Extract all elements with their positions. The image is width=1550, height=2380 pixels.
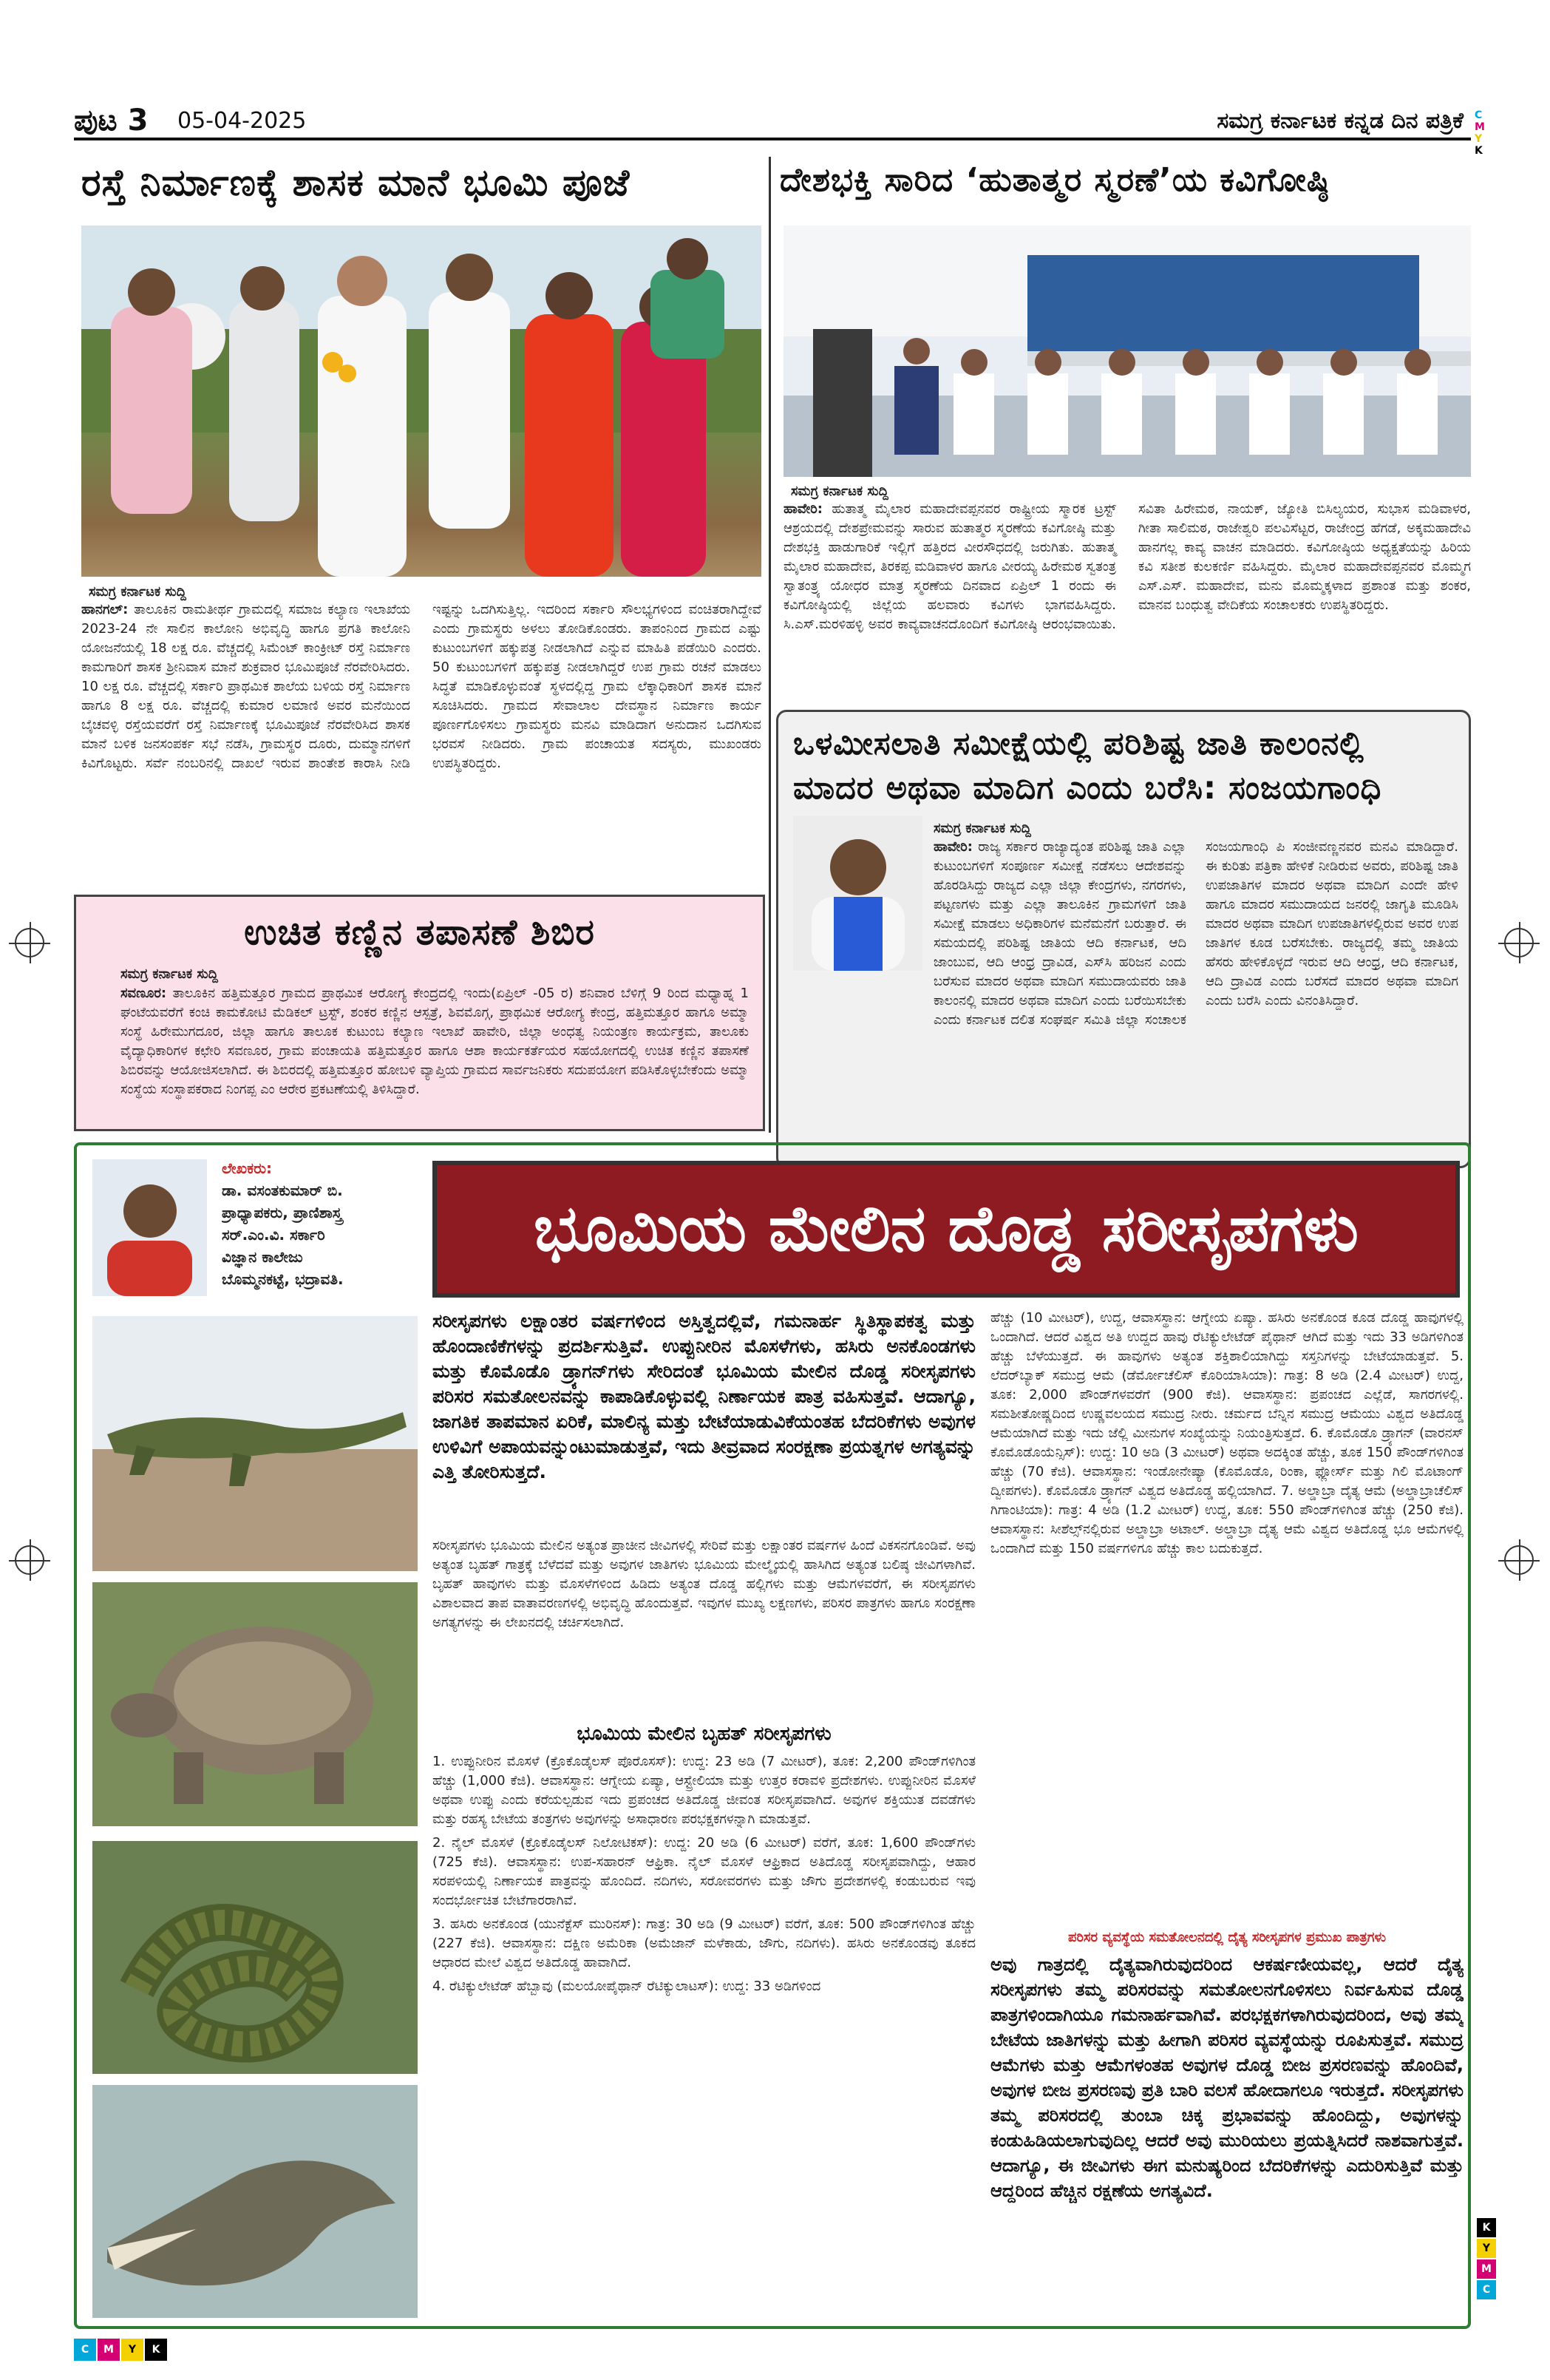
page-number: ಪುಟ 3 (74, 104, 149, 138)
item-3: 3. ಹಸಿರು ಅನಕೊಂಡ (ಯುನೆಕ್ಟೆಸ್ ಮುರಿನಸ್): ಗಾತ್ರ: 30 ಅಡಿ (9 ಮೀಟರ್) ವರೆಗೆ, ತೂಕ: 500 ಪೌಂಡ್‌ಗಳಿಗಿಂತ ಹೆಚ್ಚು (227 ಕೆಜಿ). ಆವಾಸಸ್ಥಾನ: ದಕ್ಷಿಣ ಅಮೆರಿಕಾ (ಅಮೆಜಾನ್ ಮಳೆಕಾಡು, ಜೌಗು, ನದಿಗಳು). ಹಸಿರು ಅನಕೊಂಡವು ತೂಕದ ಆಧಾರದ ಮೇಲೆ ವಿಶ್ವದ ಅತಿದೊಡ್ಡ ಹಾವಾಗಿದೆ. (432, 1916, 976, 1970)
saltwater-crocodile-image (92, 2085, 418, 2318)
cmyk-swatch-c: C (74, 2339, 96, 2361)
story2-photo-stage (784, 226, 1471, 477)
feature-title-banner (432, 1161, 1460, 1298)
feature-subhead: ಪರಿಸರ ವ್ಯವಸ್ಥೆಯ ಸಮತೋಲನದಲ್ಲಿ ದೈತ್ಯ ಸರೀಸೃಪಗಳ ಪ್ರಮುಖ ಪಾತ್ರಗಳು (1067, 1930, 1387, 1945)
cmyk-m: M (1475, 121, 1485, 133)
item-4: 4. ರೆಟಿಕ್ಯುಲೇಟೆಡ್ ಹೆಬ್ಬಾವು (ಮಲಯೋಪೈಥಾನ್ ರೆಟಿಕ್ಯುಲಾಟಸ್): ಉದ್ದ: 33 ಅಡಿಗಳಿಂದ (432, 1979, 821, 1994)
story4-headline-1: ಒಳಮೀಸಲಾತಿ ಸಮೀಕ್ಷೆಯಲ್ಲಿ ಪರಿಶಿಷ್ಟ ಜಾತಿ ಕಾಲಂನಲ್ಲಿ (793, 725, 1364, 762)
masthead (74, 104, 1471, 140)
cmyk-swatch-y2: Y (1477, 2239, 1496, 2258)
cmyk-strip-right (1477, 2218, 1496, 2299)
feature-items (432, 1752, 976, 2318)
saltwater-crocodile-photo (92, 2085, 418, 2318)
author-photo (92, 1159, 207, 1296)
anaconda-image (92, 1841, 418, 2074)
author-college: ಸರ್.ಎಂ.ವಿ. ಸರ್ಕಾರಿ (222, 1226, 325, 1244)
story2-body: ಹಾವೇರಿ: ಹುತಾತ್ಮ ಮೈಲಾರ ಮಹಾದೇವಪ್ಪನವರ ರಾಷ್ಟ್ರೀಯ ಸ್ಮಾರಕ ಟ್ರಸ್ಟ್ ಆಶ್ರಯದಲ್ಲಿ ದೇಶಪ್ರೇಮವನ್ನು ಸಾರುವ ಹುತಾತ್ಮರ ಸ್ಮರಣೆಯ ಕವಿಗೋಷ್ಠಿ ಮತ್ತು ದೇಶಭಕ್ತಿ ಹಾಡುಗಾರಿಕೆ ಇಲ್ಲಿಗೆ ಹತ್ತಿರದ ವೀರಸೌಧದಲ್ಲಿ ಜರುಗಿತು. ಹುತಾತ್ಮ ಮೈಲಾರ ಮಹಾದೇವ, ತಿರಕಪ್ಪ ಮಡಿವಾಳರ ಹಾಗೂ ವೀರಯ್ಯ ಹಿರೇಮಠ ಸ್ವತಂತ್ರ ಸ್ವಾತಂತ್ರ್ಯ ಯೋಧರ ಮಾತ್ರ ಸ್ಮರಣೆಯ ದಿನವಾದ ಏಪ್ರಿಲ್ 1 ರಂದು ಈ ಕವಿಗೋಷ್ಠಿಯಲ್ಲಿ ಜಿಲ್ಲೆಯ ಹಲವಾರು ಕವಿಗಳು ಭಾಗವಹಿಸಿದ್ದರು. ಸಿ.ಎಸ್.ಮರಳಿಹಳ್ಳಿ ಅವರ ಕಾವ್ಯವಾಚನದೊಂದಿಗೆ ಕವಿಗೋಷ್ಠಿ ಆರಂಭವಾಯಿತು. ಸವಿತಾ ಹಿರೇಮಠ, ನಾಯಕ್, ಜ್ಯೋತಿ ಬಿಸಿಲ್ಯಯರ, ಸುಭಾಸ ಮಡಿವಾಳರ, ಗೀತಾ ಸಾಲಿಮಠ, ರಾಜೇಶ್ವರಿ ಪಲವಿಸೆಟ್ಟರ, ರಾಜೇಂದ್ರ ಹೆಗಡೆ, ಅಕ್ಕಮಹಾದೇವಿ ಹಾನಗಲ್ಲ ಕಾವ್ಯ ವಾಚನ ಮಾಡಿದರು. ಕವಿಗೋಷ್ಠಿಯ ಅಧ್ಯಕ್ಷತೆಯನ್ನು ಹಿರಿಯ ಕವಿ ಸತೀಶ ಕುಲಕರ್ಣಿ ವಹಿಸಿದ್ದರು. ಮೈಲಾರ ಮಹಾದೇವಪ್ಪನವರ ಮೊಮ್ಮಗ ಎಸ್.ಎಸ್. ಮಹಾದೇವ, ಮನು ಮೊಮ್ಮಕ್ಕಳಾದ ಪ್ರಶಾಂತ ಮತ್ತು ಶಂಕರ, ಮಾನವ ಬಂಧುತ್ವ ವೇದಿಕೆಯ ಸಂಚಾಲಕರು ಉಪಸ್ಥಿತರಿದ್ದರು. (784, 501, 1471, 632)
author-portrait (92, 1159, 207, 1296)
crocodile-photo (92, 1316, 418, 1571)
cmyk-strip-bottom (74, 2339, 167, 2361)
registration-mark (1504, 928, 1534, 957)
story3-byline: ಸಮಗ್ರ ಕರ್ನಾಟಕ ಸುದ್ದಿ (120, 966, 218, 982)
author-label: ಲೇಖಕರು: (222, 1159, 273, 1177)
cmyk-swatch-m2: M (1477, 2259, 1496, 2279)
cmyk-swatch-k2: K (1477, 2218, 1496, 2237)
story4-byline: ಸಮಗ್ರ ಕರ್ನಾಟಕ ಸುದ್ದಿ (934, 821, 1031, 836)
item-2: 2. ನೈಲ್ ಮೊಸಳೆ (ಕ್ರೊಕೊಡೈಲಸ್ ನಿಲೋಟಿಕಸ್): ಉದ್ದ: 20 ಅಡಿ (6 ಮೀಟರ್) ವರೆಗೆ, ತೂಕ: 1,600 ಪೌಂಡ್‌ಗಳು (725 ಕೆಜಿ). ಆವಾಸಸ್ಥಾನ: ಉಪ-ಸಹಾರನ್ ಆಫ್ರಿಕಾ. ನೈಲ್ ಮೊಸಳೆ ಆಫ್ರಿಕಾದ ಅತಿದೊಡ್ಡ ಸರೀಸೃಪವಾಗಿದ್ದು, ಆಹಾರ ಸರಪಳಿಯಲ್ಲಿ ನಿರ್ಣಾಯಕ ಪಾತ್ರವನ್ನು ಹೊಂದಿದೆ. ನದಿಗಳು, ಸರೋವರಗಳು ಮತ್ತು ಜೌಗು ಪ್ರದೇಶಗಳಲ್ಲಿ ಕಂಡುಬರುವ ಇವು ಸಂದರ್ಭೋಚಿತ ಬೇಟೆಗಾರರಾಗಿವೆ. (432, 1835, 976, 1908)
author-block (222, 1157, 436, 1290)
story2-byline: ಸಮಗ್ರ ಕರ್ನಾಟಕ ಸುದ್ದಿ (791, 484, 888, 499)
column-divider (769, 157, 771, 1133)
item-1: 1. ಉಪ್ಪುನೀರಿನ ಮೊಸಳೆ (ಕ್ರೊಕೊಡೈಲಸ್ ಪೊರೊಸಸ್): ಉದ್ದ: 23 ಅಡಿ (7 ಮೀಟರ್), ತೂಕ: 2,200 ಪೌಂಡ್‌ಗಳಿಗಿಂತ ಹೆಚ್ಚು (1,000 ಕೆಜಿ). ಆವಾಸಸ್ಥಾನ: ಆಗ್ನೇಯ ಏಷ್ಯಾ, ಆಸ್ಟ್ರೇಲಿಯಾ ಮತ್ತು ಉತ್ತರ ಕರಾವಳಿ ಪ್ರದೇಶಗಳು. ಉಪ್ಪುನೀರಿನ ಮೊಸಳೆ ಅಥವಾ ಉಪ್ಪು ಎಂದು ಕರೆಯಲ್ಪಡುವ ಇದು ಪ್ರಪಂಚದ ಅತಿದೊಡ್ಡ ಜೀವಂತ ಸರೀಸೃಪವಾಗಿದೆ. ಅವುಗಳ ಶಕ್ತಿಯುತ ದವಡೆಗಳು ಮತ್ತು ರಹಸ್ಯ ಬೇಟೆಯ ತಂತ್ರಗಳು ಅವುಗಳನ್ನು ಅಸಾಧಾರಣ ಪರಭಕ್ಷಕಗಳನ್ನಾಗಿ ಮಾಡುತ್ತವೆ. (432, 1754, 976, 1827)
cmyk-strip-top (1475, 109, 1488, 157)
cmyk-swatch-c2: C (1477, 2280, 1496, 2299)
story4-portrait (793, 816, 922, 971)
author-name: ಡಾ. ವಸಂತಕುಮಾರ್ ಬಿ. (222, 1181, 343, 1199)
cmyk-swatch-k: K (145, 2339, 167, 2361)
story1-byline: ಸಮಗ್ರ ಕರ್ನಾಟಕ ಸುದ್ದಿ (89, 584, 186, 600)
story2-photo (784, 226, 1471, 477)
author-place: ಬೊಮ್ಮನಕಟ್ಟೆ, ಭದ್ರಾವತಿ. (222, 1270, 344, 1288)
story3-box (74, 895, 765, 1131)
cmyk-c: C (1475, 109, 1483, 121)
cmyk-y: Y (1475, 133, 1483, 145)
tortoise-image (92, 1582, 418, 1826)
story2-headline: ದೇಶಭಕ್ತಿ ಸಾರಿದ ‘ಹುತಾತ್ಮರ ಸ್ಮರಣೆ’ಯ ಕವಿಗೋಷ್ಠಿ (780, 161, 1330, 199)
feature-section-head: ಭೂಮಿಯ ಮೇಲಿನ ಬೃಹತ್ ಸರೀಸೃಪಗಳು (577, 1723, 832, 1745)
tortoise-photo (92, 1582, 418, 1826)
story1-photo-people (81, 226, 761, 577)
page-date: 05-04-2025 (177, 108, 307, 134)
story1-dateline: ಹಾನಗಲ್: (81, 602, 129, 617)
anaconda-photo (92, 1841, 418, 2074)
cmyk-swatch-m: M (98, 2339, 120, 2361)
registration-mark (15, 1545, 44, 1575)
crocodile-image (92, 1316, 418, 1571)
cmyk-swatch-y: Y (121, 2339, 143, 2361)
author-role: ಪ್ರಾಧ್ಯಾಪಕರು, ಪ್ರಾಣಿಶಾಸ್ತ್ರ (222, 1204, 342, 1221)
feature-body2: ಹೆಚ್ಚು (10 ಮೀಟರ್), ಉದ್ದ, ಆವಾಸಸ್ಥಾನ: ಆಗ್ನೇಯ ಏಷ್ಯಾ. ಹಸಿರು ಅನಕೊಂಡ ಕೂಡ ದೊಡ್ಡ ಹಾವುಗಳಲ್ಲಿ ಒಂದಾಗಿದೆ. ಆದರೆ ವಿಶ್ವದ ಅತಿ ಉದ್ದದ ಹಾವು ರೆಟಿಕ್ಯುಲೇಟೆಡ್ ಪೈಥಾನ್ ಆಗಿದೆ ಮತ್ತು ಇದು 33 ಅಡಿಗಳಿಗಿಂತ ಹೆಚ್ಚು ಬೆಳೆಯುತ್ತದೆ. ಈ ಹಾವುಗಳು ಅತ್ಯಂತ ಶಕ್ತಿಶಾಲಿಯಾಗಿದ್ದು ಸಸ್ತನಿಗಳನ್ನು ಬೇಟೆಯಾಡುತ್ತವೆ. 5. ಲೆದರ್‌ಬ್ಯಾಕ್ ಸಮುದ್ರ ಆಮೆ (ಡೆರ್ಮೋಚೆಲಿಸ್ ಕೊರಿಯಾಸಿಯಾ): ಗಾತ್ರ: 8 ಅಡಿ (2.4 ಮೀಟರ್) ಉದ್ದ, ತೂಕ: 2,000 ಪೌಂಡ್‌ಗಳವರೆಗೆ (900 ಕೆಜಿ). ಆವಾಸಸ್ಥಾನ: ಪ್ರಪಂಚದ ಎಲ್ಲೆಡೆ, ಸಾಗರಗಳಲ್ಲಿ. ಸಮಶೀತೋಷ್ಣದಿಂದ ಉಷ್ಣವಲಯದ ಸಮುದ್ರ ನೀರು. ಚರ್ಮದ ಬೆನ್ನಿನ ಸಮುದ್ರ ಆಮೆಯು ವಿಶ್ವದ ಅತಿದೊಡ್ಡ ಆಮೆಯಾಗಿದೆ ಮತ್ತು ಇದು ಜೆಲ್ಲಿ ಮೀನುಗಳ ಸಂಖ್ಯೆಯನ್ನು ನಿಯಂತ್ರಿಸುತ್ತದೆ. 6. ಕೊಮೊಡೊ ಡ್ರ್ಯಾಗನ್ (ವಾರನಸ್ ಕೊಮೊಡೊಯೆನ್ಸಿಸ್): ಉದ್ದ: 10 ಅಡಿ (3 ಮೀಟರ್) ಅಥವಾ ಅದಕ್ಕಿಂತ ಹೆಚ್ಚು, ತೂಕ 150 ಪೌಂಡ್‌ಗಳಿಗಿಂತ ಹೆಚ್ಚು (70 ಕೆಜಿ). ಆವಾಸಸ್ಥಾನ: ಇಂಡೋನೇಷ್ಯಾ (ಕೊಮೊಡೊ, ರಿಂಕಾ, ಫ್ಲೋರ್ಸ್ ಮತ್ತು ಗಿಲಿ ಮೊಟಾಂಗ್ ದ್ವೀಪಗಳು). ಕೊಮೊಡೊ ಡ್ರ್ಯಾಗನ್ ವಿಶ್ವದ ಅತಿದೊಡ್ಡ ಹಲ್ಲಿಯಾಗಿದೆ. 7. ಅಲ್ಡಾಬ್ರಾ ದೈತ್ಯ ಆಮೆ (ಅಲ್ಡಾಬ್ರಾಚೆಲಿಸ್ ಗಿಗಾಂಟಿಯಾ): ಗಾತ್ರ: 4 ಅಡಿ (1.2 ಮೀಟರ್) ಉದ್ದ, ತೂಕ: 550 ಪೌಂಡ್‌ಗಳಿಗಿಂತ ಹೆಚ್ಚು (250 ಕೆಜಿ). ಆವಾಸಸ್ಥಾನ: ಸೀಶೆಲ್ಸ್‌ನಲ್ಲಿರುವ ಅಲ್ಡಾಬ್ರಾ ಅಟಾಲ್. ಅಲ್ಡಾಬ್ರಾ ದೈತ್ಯ ಆಮೆ ವಿಶ್ವದ ಅತಿದೊಡ್ಡ ಭೂ ಆಮೆಗಳಲ್ಲಿ ಒಂದಾಗಿದೆ ಮತ್ತು 150 ವರ್ಷಗಳಿಗೂ ಹೆಚ್ಚು ಕಾಲ ಬದುಕುತ್ತದೆ. (990, 1310, 1464, 1556)
registration-mark (15, 928, 44, 957)
paper-name: ಸಮಗ್ರ ಕರ್ನಾಟಕ ಕನ್ನಡ ದಿನ ಪತ್ರಿಕೆ (1217, 108, 1464, 134)
story3-headline: ಉಚಿತ ಕಣ್ಣಿನ ತಪಾಸಣೆ ಶಿಬಿರ (244, 912, 595, 953)
story2-dateline: ಹಾವೇರಿ: (784, 501, 823, 517)
feature-conclusion: ಅವು ಗಾತ್ರದಲ್ಲಿ ದೈತ್ಯವಾಗಿರುವುದರಿಂದ ಆಕರ್ಷಣೀಯವಲ್ಲ, ಆದರೆ ದೈತ್ಯ ಸರೀಸೃಪಗಳು ತಮ್ಮ ಪರಿಸರವನ್ನು ಸಮತೋಲನಗೊಳಿಸಲು ನಿರ್ವಹಿಸುವ ದೊಡ್ಡ ಪಾತ್ರಗಳಿಂದಾಗಿಯೂ ಗಮನಾರ್ಹವಾಗಿವೆ. ಪರಭಕ್ಷಕಗಳಾಗಿರುವುದರಿಂದ, ಅವು ತಮ್ಮ ಬೇಟೆಯ ಜಾತಿಗಳನ್ನು ಮತ್ತು ಹೀಗಾಗಿ ಪರಿಸರ ವ್ಯವಸ್ಥೆಯನ್ನು ರೂಪಿಸುತ್ತವೆ. ಸಮುದ್ರ ಆಮೆಗಳು ಮತ್ತು ಆಮೆಗಳಂತಹ ಅವುಗಳ ದೊಡ್ಡ ಬೀಜ ಪ್ರಸರಣವನ್ನು ಹೊಂದಿವೆ, ಅವುಗಳ ಬೀಜ ಪ್ರಸರಣವು ಪ್ರತಿ ಬಾರಿ ವಲಸೆ ಹೋದಾಗಲೂ ಇರುತ್ತದೆ. ಸರೀಸೃಪಗಳು ತಮ್ಮ ಪರಿಸರದಲ್ಲಿ ತುಂಬಾ ಚಿಕ್ಕ ಪ್ರಭಾವವನ್ನು ಹೊಂದಿದ್ದು, ಅವುಗಳನ್ನು ಕಂಡುಹಿಡಿಯಲಾಗುವುದಿಲ್ಲ ಆದರೆ ಅವು ಮುರಿಯಲು ಪ್ರಯತ್ನಿಸಿದರೆ ನಾಶವಾಗುತ್ತವೆ. ಆದಾಗ್ಯೂ, ಈ ಜೀವಿಗಳು ಈಗ ಮನುಷ್ಯರಿಂದ ಬೆದರಿಕೆಗಳನ್ನು ಎದುರಿಸುತ್ತಿವೆ ಮತ್ತು ಆದ್ದರಿಂದ ಹೆಚ್ಚಿನ ರಕ್ಷಣೆಯ ಅಗತ್ಯವಿದೆ. (990, 1954, 1464, 2201)
story1-photo (81, 226, 761, 577)
story4-body: ಹಾವೇರಿ: ರಾಜ್ಯ ಸರ್ಕಾರ ರಾಜ್ಯಾದ್ಯಂತ ಪರಿಶಿಷ್ಟ ಜಾತಿ ಎಲ್ಲಾ ಕುಟುಂಬಗಳಿಗೆ ಸಂಪೂರ್ಣ ಸಮೀಕ್ಷೆ ನಡೆಸಲು ಆದೇಶವನ್ನು ಹೊರಡಿಸಿದ್ದು ರಾಜ್ಯದ ಎಲ್ಲಾ ಜಿಲ್ಲಾ ಕೇಂದ್ರಗಳು, ನಗರಗಳು, ಪಟ್ಟಣಗಳು ಮತ್ತು ಎಲ್ಲಾ ತಾಲೂಕಿನ ಗ್ರಾಮಗಳಿಗೆ ಜಾತಿ ಸಮೀಕ್ಷೆ ಮಾಡಲು ಅಧಿಕಾರಿಗಳ ಮನೆಮನೆಗೆ ಬರುತ್ತಾರೆ. ಈ ಸಮಯದಲ್ಲಿ ಪರಿಶಿಷ್ಟ ಜಾತಿಯ ಆದಿ ಕರ್ನಾಟಕ, ಆದಿ ಜಾಂಬುವ, ಆದಿ ಆಂಧ್ರ ದ್ರಾವಿಡ, ಎಸ್‌ಸಿ ಹರಿಜನ ಎಂದು ಬರೆಸುವ ಮಾದರ ಅಥವಾ ಮಾದಿಗ ಸಮುದಾಯವರು ಜಾತಿ ಕಾಲಂನಲ್ಲಿ ಮಾದರ ಅಥವಾ ಮಾದಿಗ ಎಂದು ಬರೆಯಿಸಬೇಕು ಎಂದು ಕರ್ನಾಟಕ ದಲಿತ ಸಂಘರ್ಷ ಸಮಿತಿ ಜಿಲ್ಲಾ ಸಂಚಾಲಕ ಸಂಜಯಗಾಂಧಿ ಪಿ ಸಂಜೀವಣ್ಣನವರ ಮನವಿ ಮಾಡಿದ್ದಾರೆ. ಈ ಕುರಿತು ಪತ್ರಿಕಾ ಹೇಳಿಕೆ ನೀಡಿರುವ ಅವರು, ಪರಿಶಿಷ್ಟ ಜಾತಿ ಉಪಜಾತಿಗಳ ಮಾದರ ಅಥವಾ ಮಾದಿಗ ಎಂದೇ ಹೇಳಿ ಹಾಗೂ ಮಾದರ ಸಮುದಾಯದ ಜನರಲ್ಲಿ ಜಾಗೃತಿ ಮೂಡಿಸಿ ಮಾದರ ಅಥವಾ ಮಾದಿಗ ಉಪಜಾತಿಗಳಲ್ಲಿರುವ ಅವರ ಉಪ ಜಾತಿಗಳ ಕೂಡ ಬರೆಸಬೇಕು. ರಾಜ್ಯದಲ್ಲಿ ತಮ್ಮ ಜಾತಿಯ ಹೆಸರು ಹೇಳಿಕೊಳ್ಳದೆ ಇರುವ ಆದಿ ಆಂಧ್ರ, ಆದಿ ಕರ್ನಾಟಕ, ಆದಿ ದ್ರಾವಿಡ ಎಂದು ಬರೆಸದೆ ಮಾದರ ಅಥವಾ ಮಾದಿಗ ಎಂದು ಬರೆಸಿ ಎಂದು ವಿನಂತಿಸಿದ್ದಾರೆ. (934, 839, 1458, 1028)
feature-title: ಭೂಮಿಯ ಮೇಲಿನ ದೊಡ್ಡ ಸರೀಸೃಪಗಳು (534, 1191, 1359, 1266)
portrait-person (793, 816, 922, 971)
story4-dateline: ಹಾವೇರಿ: (934, 839, 973, 855)
story3-dateline: ಸವಣೂರ: (120, 986, 167, 1001)
feature-body1: ಸರೀಸೃಪಗಳು ಭೂಮಿಯ ಮೇಲಿನ ಅತ್ಯಂತ ಪ್ರಾಚೀನ ಜೀವಿಗಳಲ್ಲಿ ಸೇರಿವೆ ಮತ್ತು ಲಕ್ಷಾಂತರ ವರ್ಷಗಳ ಹಿಂದೆ ವಿಕಸನಗೊಂಡಿವೆ. ಅವು ಅತ್ಯಂತ ಬೃಹತ್ ಗಾತ್ರಕ್ಕೆ ಬೆಳೆದವೆ ಮತ್ತು ಅವುಗಳ ಜಾತಿಗಳು ಭೂಮಿಯ ಮೇಲ್ಮೈಯಲ್ಲಿ ಹಾಸಿಗಿದ ಅತ್ಯಂತ ಬಲಿಷ್ಠ ಜೀವಿಗಳಾಗಿವೆ. ಬೃಹತ್ ಹಾವುಗಳು ಮತ್ತು ಮೊಸಳೆಗಳಿಂದ ಹಿಡಿದು ಅತ್ಯಂತ ದೊಡ್ಡ ಹಲ್ಲಿಗಳು ಮತ್ತು ಆಮೆಗಳವರೆಗೆ, ಈ ಸರೀಸೃಪಗಳು ವಿಶಾಲವಾದ ತಾಪ ವಾತಾವರಣಗಳಲ್ಲಿ ಅಭಿವೃದ್ಧಿ ಹೊಂದುತ್ತವೆ. ಇವುಗಳ ಮುಖ್ಯ ಲಕ್ಷಣಗಳು, ಪರಿಸರ ಪಾತ್ರಗಳು ಹಾಗೂ ಸಂರಕ್ಷಣಾ ಅಗತ್ಯಗಳನ್ನು ಈ ಲೇಖನದಲ್ಲಿ ಚರ್ಚಿಸಲಾಗಿದೆ. (432, 1538, 976, 1630)
story3-body: ಸವಣೂರ: ತಾಲೂಕಿನ ಹತ್ತಿಮತ್ತೂರ ಗ್ರಾಮದ ಪ್ರಾಥಮಿಕ ಆರೋಗ್ಯ ಕೇಂದ್ರದಲ್ಲಿ ಇಂದು(ಏಪ್ರಿಲ್ -05 ರ) ಶನಿವಾರ ಬೆಳಿಗ್ಗೆ 9 ರಿಂದ ಮಧ್ಯಾಹ್ನ 1 ಘಂಟೆಯವರೆಗೆ ಕಂಚಿ ಕಾಮಕೋಟಿ ಮೆಡಿಕಲ್ ಟ್ರಸ್ಟ್, ಶಂಕರ ಕಣ್ಣಿನ ಆಸ್ಪತ್ರೆ, ಶಿವಮೊಗ್ಗ, ಪ್ರಾಥಮಿಕ ಆರೋಗ್ಯ ಕೇಂದ್ರ, ಹತ್ತಿಮತ್ತೂರ ಹಾಗೂ ಅಮ್ಮಾ ಸಂಸ್ಥೆ ಹಿರೇಮುಗದೂರ, ಜಿಲ್ಲಾ ಹಾಗೂ ತಾಲೂಕ ಕುಟುಂಬ ಕಲ್ಯಾಣ ಇಲಾಖೆ ಹಾವೇರಿ, ಜಿಲ್ಲಾ ಅಂಧತ್ವ ನಿಯಂತ್ರಣ ಕಾರ್ಯಕ್ರಮ, ತಾಲೂಕು ವೈದ್ಯಾಧಿಕಾರಿಗಳ ಕಛೇರಿ ಸವಣೂರ, ಗ್ರಾಮ ಪಂಚಾಯತಿ ಹತ್ತಿಮತ್ತೂರ ಹಾಗೂ ಆಶಾ ಕಾರ್ಯಕರ್ತೆಯರ ಸಹಯೋಗದಲ್ಲಿ ಉಚಿತ ಕಣ್ಣಿನ ತಪಾಸಣೆ ಶಿಬಿರವನ್ನು ಆಯೋಜಿಸಲಾಗಿದೆ. ಈ ಶಿಬಿರದಲ್ಲಿ ಹತ್ತಿಮತ್ತೂರ ಹೋಬಳಿ ವ್ಯಾಪ್ತಿಯ ಗ್ರಾಮದ ಸಾರ್ವಜನಿಕರು ಸದುಪಯೋಗ ಪಡಿಸಿಕೊಳ್ಳಬೇಕೆಂದು ಅಮ್ಮಾ ಸಂಸ್ಥೆಯ ಸಂಸ್ಥಾಪಕರಾದ ನಿಂಗಪ್ಪ ಎಂ ಆರೇರ ಪ್ರಕಟಣೆಯಲ್ಲಿ ತಿಳಿಸಿದ್ದಾರೆ. (120, 986, 749, 1097)
registration-mark (1504, 1545, 1534, 1575)
cmyk-k: K (1475, 145, 1483, 157)
story1-body: ಹಾನಗಲ್: ತಾಲೂಕಿನ ರಾಮತೀರ್ಥ ಗ್ರಾಮದಲ್ಲಿ ಸಮಾಜ ಕಲ್ಯಾಣ ಇಲಾಖೆಯ 2023-24 ನೇ ಸಾಲಿನ ಕಾಲೋನಿ ಅಭಿವೃದ್ಧಿ ಹಾಗೂ ಪ್ರಗತಿ ಕಾಲೋನಿ ಯೋಜನೆಯಲ್ಲಿ 18 ಲಕ್ಷ ರೂ. ವೆಚ್ಚದಲ್ಲಿ ಸಿಮೆಂಟ್ ಕಾಂಕ್ರೀಟ್ ರಸ್ತೆ ನಿರ್ಮಾಣ ಕಾಮಗಾರಿಗೆ ಶಾಸಕ ಶ್ರೀನಿವಾಸ ಮಾನೆ ಶುಕ್ರವಾರ ಭೂಮಿಪೂಜೆ ನೆರವೇರಿಸಿದರು. 10 ಲಕ್ಷ ರೂ. ವೆಚ್ಚದಲ್ಲಿ ಸರ್ಕಾರಿ ಪ್ರಾಥಮಿಕ ಶಾಲೆಯ ಬಳಿಯ ರಸ್ತೆ ನಿರ್ಮಾಣ ಹಾಗೂ 8 ಲಕ್ಷ ರೂ. ವೆಚ್ಚದಲ್ಲಿ ಕುಮಾರ ಲಮಾಣಿ ಅವರ ಮನೆಯಿಂದ ಬೈಚವಳ್ಳಿ ರಸ್ತೆಯವರೆಗೆ ರಸ್ತೆ ನಿರ್ಮಾಣಕ್ಕೆ ಭೂಮಿಪೂಜೆ ನೆರವೇರಿಸಿದ ಶಾಸಕ ಮಾನೆ ಬಳಿಕ ಜನಸಂಪರ್ಕ ಸಭೆ ನಡೆಸಿ, ಗ್ರಾಮಸ್ಥರ ದೂರು, ದುಮ್ಮಾನಗಳಿಗೆ ಕಿವಿಗೊಟ್ಟರು. ಸರ್ವೆ ನಂಬರಿನಲ್ಲಿ ದಾಖಲೆ ಇರುವ ಶಾಂತೇಶ ಕಾರಾಸಿ ನೀಡಿ ಇಷ್ಟನ್ನು ಒದಗಿಸುತ್ತಿಲ್ಲ. ಇದರಿಂದ ಸರ್ಕಾರಿ ಸೌಲಭ್ಯಗಳಿಂದ ವಂಚಿತರಾಗಿದ್ದೇವೆ ಎಂದು ಗ್ರಾಮಸ್ಥರು ಅಳಲು ತೋಡಿಕೊಂಡರು. ತಾಪಂನಿಂದ ಗ್ರಾಮದ ಎಷ್ಟು ಕುಟುಂಬಗಳಿಗೆ ಹಕ್ಕುಪತ್ರ ನೀಡಲಾಗಿದೆ ಎನ್ನುವ ಮಾಹಿತಿ ಪಡೆಯಿರಿ ಎಂದರು. 50 ಕುಟುಂಬಗಳಿಗೆ ಹಕ್ಕುಪತ್ರ ನೀಡಲಾಗಿದ್ದರೆ ಉಪ ಗ್ರಾಮ ರಚನೆ ಮಾಡಲು ಸಿದ್ಧತೆ ಮಾಡಿಕೊಳ್ಳುವಂತೆ ಸ್ಥಳದಲ್ಲಿದ್ದ ಗ್ರಾಮ ಲೆಕ್ಕಾಧಿಕಾರಿಗೆ ಶಾಸಕ ಮಾನೆ ಸೂಚಿಸಿದರು. ಗ್ರಾಮದ ಸೇವಾಲಾಲ ದೇವಸ್ಥಾನ ನಿರ್ಮಾಣ ಕಾರ್ಯ ಪೂರ್ಣಗೊಳಿಸಲು ಗ್ರಾಮಸ್ಥರು ಮನವಿ ಮಾಡಿದಾಗ ಅನುದಾನ ಒದಗಿಸುವ ಭರವಸೆ ನೀಡಿದರು. ಗ್ರಾಮ ಪಂಚಾಯತ ಸದಸ್ಯರು, ಮುಖಂಡರು ಉಪಸ್ಥಿತರಿದ್ದರು. (81, 602, 761, 771)
feature-intro: ಸರೀಸೃಪಗಳು ಲಕ್ಷಾಂತರ ವರ್ಷಗಳಿಂದ ಅಸ್ತಿತ್ವದಲ್ಲಿವೆ, ಗಮನಾರ್ಹ ಸ್ಥಿತಿಸ್ಥಾಪಕತ್ವ ಮತ್ತು ಹೊಂದಾಣಿಕೆಗಳನ್ನು ಪ್ರದರ್ಶಿಸುತ್ತಿವೆ. ಉಪ್ಪುನೀರಿನ ಮೊಸಳೆಗಳು, ಹಸಿರು ಅನಕೊಂಡಗಳು ಮತ್ತು ಕೊಮೊಡೊ ಡ್ರ್ಯಾಗನ್‌ಗಳು ಸೇರಿದಂತೆ ಭೂಮಿಯ ಮೇಲಿನ ದೊಡ್ಡ ಸರೀಸೃಪಗಳು ಪರಿಸರ ಸಮತೋಲನವನ್ನು ಕಾಪಾಡಿಕೊಳ್ಳುವಲ್ಲಿ ನಿರ್ಣಾಯಕ ಪಾತ್ರ ವಹಿಸುತ್ತವೆ. ಆದಾಗ್ಯೂ, ಜಾಗತಿಕ ತಾಪಮಾನ ಏರಿಕೆ, ಮಾಲಿನ್ಯ ಮತ್ತು ಬೇಟೆಯಾಡುವಿಕೆಯಂತಹ ಬೆದರಿಕೆಗಳು ಅವುಗಳ ಉಳಿವಿಗೆ ಅಪಾಯವನ್ನುಂಟುಮಾಡುತ್ತವೆ, ಇದು ತೀವ್ರವಾದ ಸಂರಕ್ಷಣಾ ಪ್ರಯತ್ನಗಳ ಅಗತ್ಯವನ್ನು ಎತ್ತಿ ತೋರಿಸುತ್ತದೆ. (432, 1310, 976, 1482)
story4-headline-2: ಮಾದರ ಅಥವಾ ಮಾದಿಗ ಎಂದು ಬರೆಸಿ: ಸಂಜಯಗಾಂಧಿ (793, 770, 1382, 807)
story4-box (776, 710, 1471, 1168)
story1-headline: ರಸ್ತೆ ನಿರ್ಮಾಣಕ್ಕೆ ಶಾಸಕ ಮಾನೆ ಭೂಮಿ ಪೂಜೆ (81, 161, 630, 204)
author-college2: ವಿಜ್ಞಾನ ಕಾಲೇಜು (222, 1248, 303, 1266)
